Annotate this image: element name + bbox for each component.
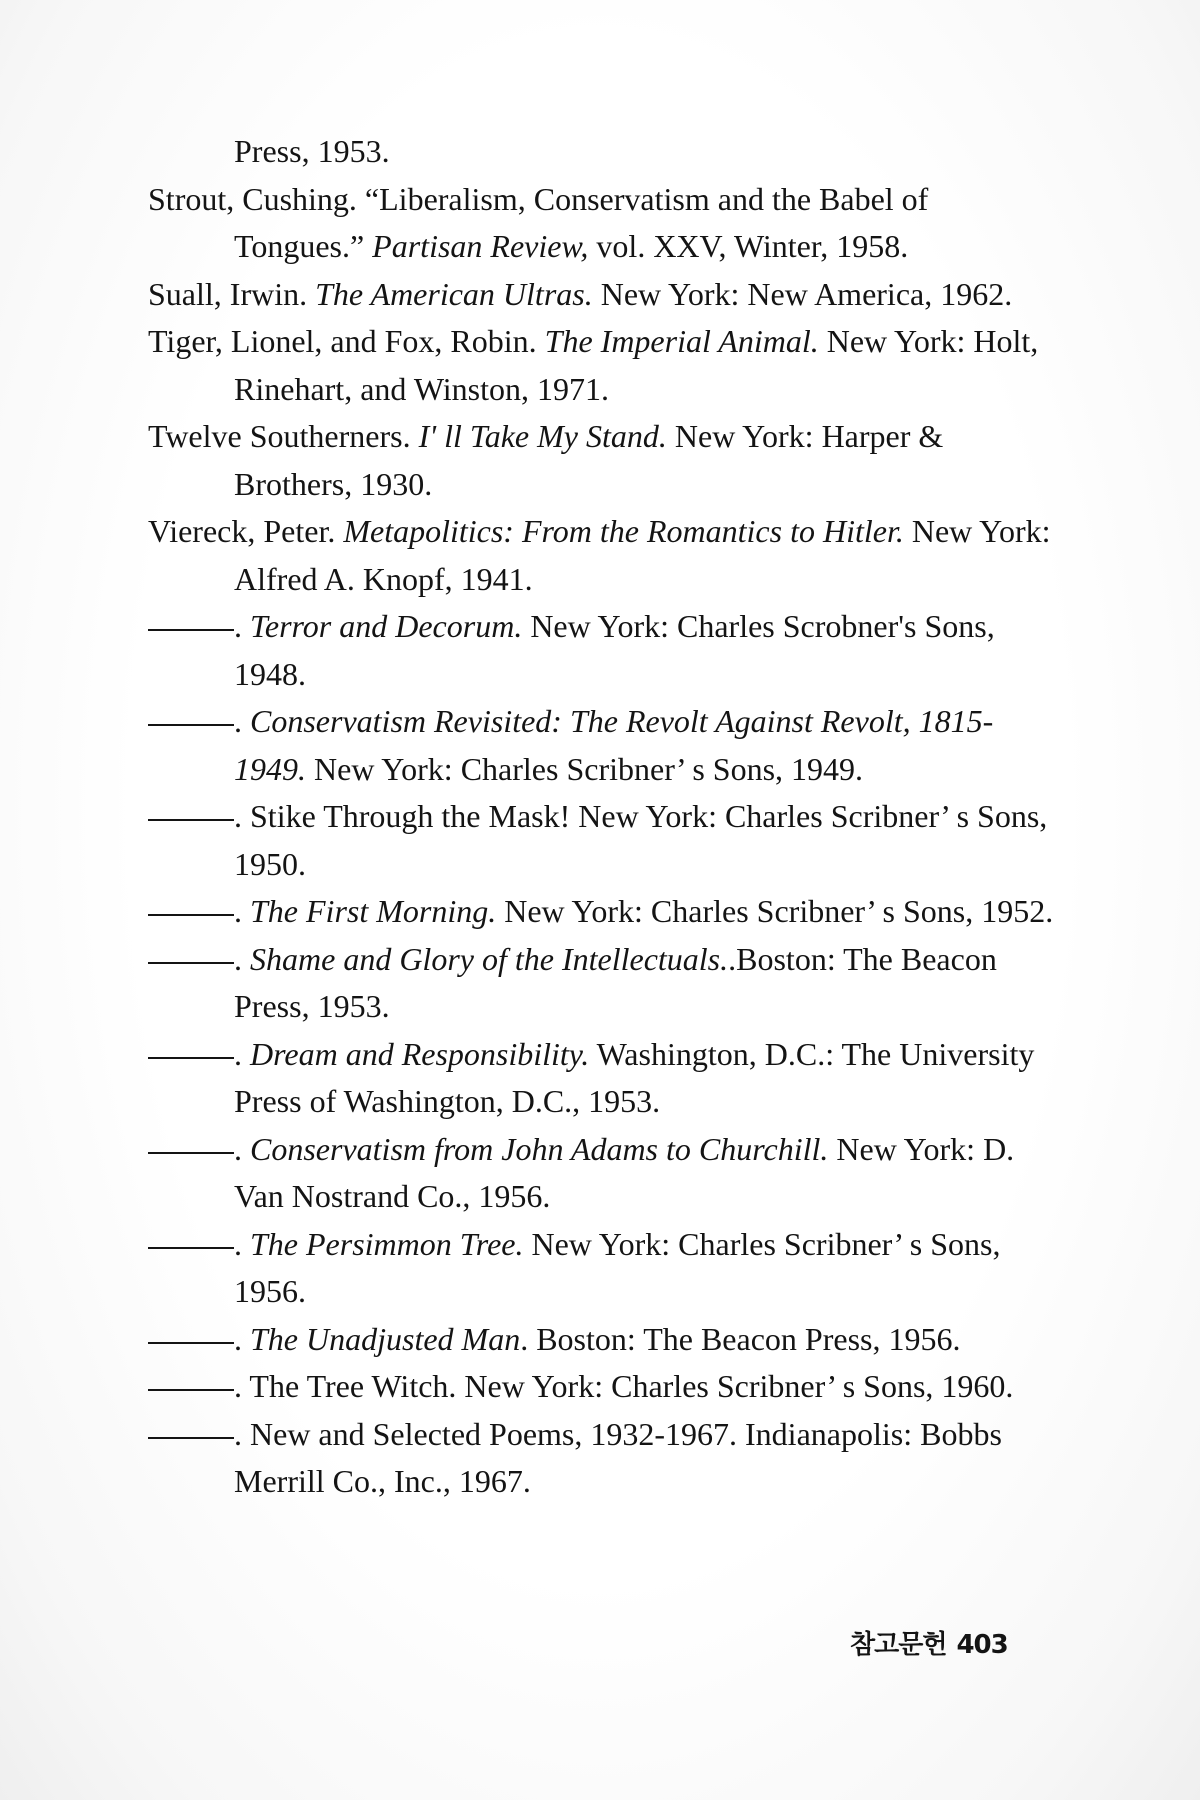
entry-text: Twelve Southerners. [148, 418, 419, 454]
entry-text: New York: Charles Scrobner's Sons, 1948. [234, 608, 995, 692]
entry-title: The Imperial Animal. [544, 323, 819, 359]
entry-title: The First Morning. [250, 893, 497, 929]
author-repeat-rule [148, 1057, 234, 1059]
entry-title: Conservatism from John Adams to Churchill. [250, 1130, 829, 1167]
bibliography-entry [148, 413, 1058, 508]
bibliography-entry [148, 603, 1058, 698]
author-repeat-rule [148, 1437, 234, 1439]
bibliography-entry [148, 318, 1058, 413]
bibliography-entry [148, 1411, 1058, 1506]
bibliography-entry [148, 1126, 1058, 1221]
entry-text: Strout, Cushing. “Liberalism, Conservatism and the Babel of Tongues.” [148, 180, 929, 264]
page-footer [850, 1625, 1025, 1665]
entry-text: New York: Holt, Rinehart, and Winston, 1971. [234, 323, 1039, 407]
entry-text: . The Tree Witch. New York: Charles Scribner’ s Sons, 1960. [234, 1368, 1014, 1404]
entry-text: Tiger, Lionel, and Fox, Robin. [148, 323, 545, 359]
bibliography-entry [148, 1031, 1058, 1126]
entry-text: New York: Harper & Brothers, 1930. [234, 418, 944, 502]
bibliography-entry [148, 936, 1058, 1031]
entry-text: . Stike Through the Mask! New York: Charles Scribner’ s Sons, 1950. [234, 798, 1048, 882]
entry-text: New York: Alfred A. Knopf, 1941. [234, 513, 1051, 597]
author-repeat-rule [148, 724, 234, 726]
bibliography-entry [148, 698, 1058, 793]
bibliography-entry [148, 271, 1058, 319]
bibliography-entry [148, 1316, 1058, 1364]
author-repeat-rule [148, 914, 234, 916]
entry-title: Dream and Responsibility. [250, 1035, 590, 1072]
bibliography-list [148, 128, 1058, 1506]
entry-text: . New and Selected Poems, 1932-1967. Indianapolis: Bobbs Merrill Co., Inc., 1967. [234, 1415, 1002, 1499]
entry-title: Metapolitics: From the Romantics to Hitler. [343, 513, 904, 549]
entry-text: . [234, 608, 250, 644]
entry-text: . [234, 893, 250, 929]
bibliography-entry [148, 1221, 1058, 1316]
bibliography-entry [148, 128, 1058, 176]
entry-title: Terror and Decorum. [250, 608, 523, 644]
entry-text: . [234, 1320, 250, 1357]
entry-text: vol. XXV, Winter, 1958. [588, 228, 909, 264]
author-repeat-rule [148, 819, 234, 821]
entry-title: Partisan Review, [372, 228, 589, 264]
entry-text: . [234, 940, 250, 977]
entry-text: Washington, D.C.: The University Press of Washington, D.C., 1953. [234, 1035, 1035, 1119]
entry-text: Suall, Irwin. [148, 275, 316, 312]
author-repeat-rule [148, 1342, 234, 1344]
entry-text: . Boston: The Beacon Press, 1956. [520, 1320, 961, 1357]
entry-text: New York: Charles Scribner’ s Sons, 1952. [496, 893, 1054, 929]
entry-text: New York: Charles Scribner’ s Sons, 1956. [234, 1225, 1001, 1309]
entry-title: The American Ultras. [315, 275, 593, 312]
entry-text: Viereck, Peter. [148, 513, 344, 549]
author-repeat-rule [148, 1152, 234, 1154]
author-repeat-rule [148, 1389, 234, 1391]
bibliography-entry [148, 793, 1058, 888]
entry-title: I' ll Take My Stand. [418, 418, 667, 454]
entry-text: New York: Charles Scribner’ s Sons, 1949. [306, 750, 864, 787]
bibliography-entry [148, 1363, 1058, 1411]
entry-text: . [234, 703, 250, 739]
entry-text: . [234, 1035, 250, 1072]
entry-text: Press, 1953. [234, 133, 390, 169]
bibliography-entry [148, 176, 1058, 271]
entry-title: Shame and Glory of the Intellectuals. [250, 940, 729, 977]
entry-text: . [234, 1225, 250, 1262]
entry-title: The Persimmon Tree. [250, 1225, 524, 1262]
entry-text: . [234, 1130, 250, 1167]
bibliography-entry [148, 508, 1058, 603]
author-repeat-rule [148, 629, 234, 631]
entry-text: New York: D. Van Nostrand Co., 1956. [234, 1130, 1015, 1214]
running-head: 참고문헌 [850, 1630, 947, 1660]
entry-text: .Boston: The Beacon Press, 1953. [234, 940, 997, 1024]
entry-text: New York: New America, 1962. [592, 275, 1013, 312]
entry-title: Conservatism Revisited: The Revolt Against Revolt, 1815-1949. [234, 703, 994, 787]
author-repeat-rule [148, 962, 234, 964]
page-number: 403 [956, 1630, 1008, 1660]
entry-title: The Unadjusted Man [250, 1320, 521, 1357]
bibliography-entry [148, 888, 1058, 936]
author-repeat-rule [148, 1247, 234, 1249]
